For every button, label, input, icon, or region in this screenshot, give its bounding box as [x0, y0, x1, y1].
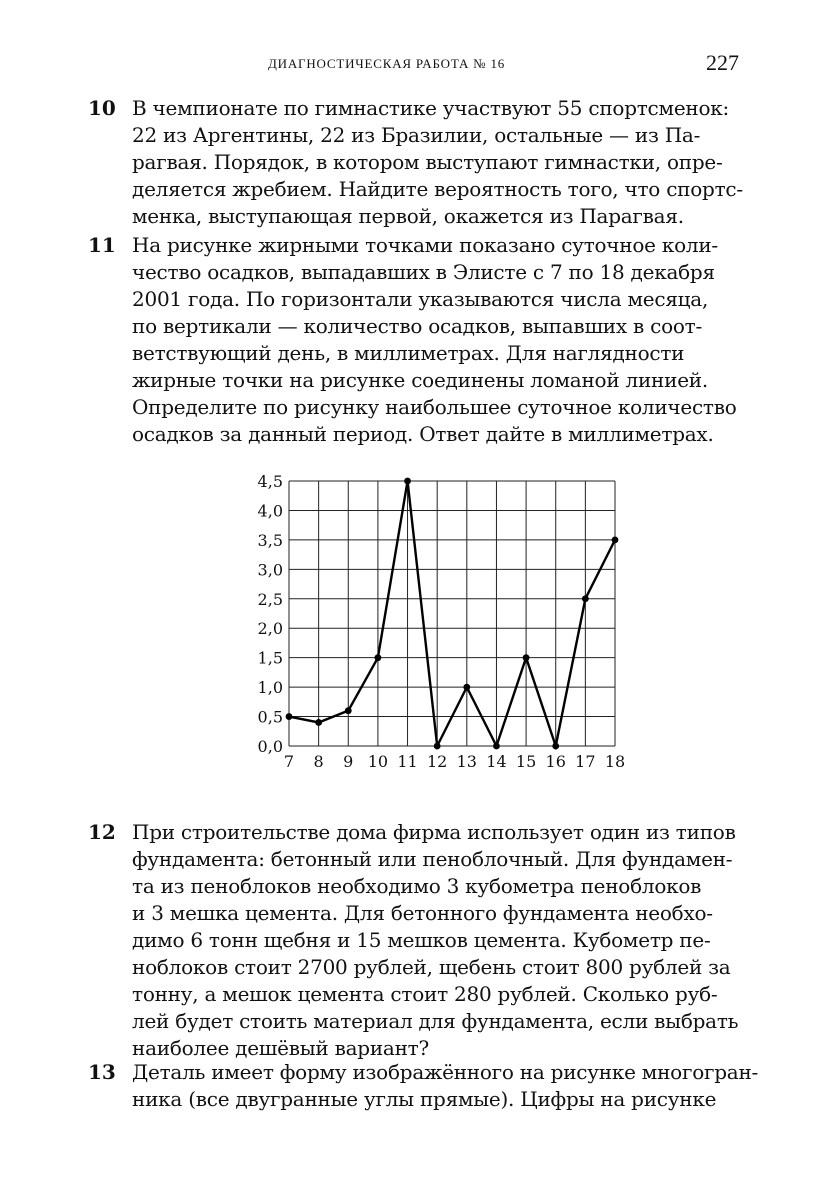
- task-number: 11: [88, 233, 116, 257]
- text-line: наиболее дешёвый вариант?: [132, 1036, 429, 1060]
- y-tick-label: 1,0: [257, 678, 283, 698]
- text-line: лей будет стоить материал для фундамента, если выбрать: [132, 1009, 739, 1033]
- text-line: деляется жребием. Найдите вероятность того, что спортс-: [132, 177, 743, 201]
- text-line: та из пеноблоков необходимо 3 кубометра пеноблоков: [132, 874, 702, 898]
- text-line: На рисунке жирными точками показано суточное коли-: [132, 233, 718, 257]
- running-head: ДИАГНОСТИЧЕСКАЯ РАБОТА № 16: [268, 56, 506, 71]
- task-number: 10: [88, 96, 116, 120]
- data-point: [434, 743, 441, 750]
- text-line: При строительстве дома фирма использует один из типов: [132, 820, 736, 844]
- text-line: чество осадков, выпадавших в Элисте с 7 по 18 декабря: [132, 260, 715, 284]
- x-tick-label: 7: [283, 752, 295, 771]
- y-axis-ticks: [258, 472, 283, 756]
- x-tick-label: 13: [456, 752, 477, 771]
- chart-series-line: [289, 481, 615, 746]
- data-point: [375, 654, 382, 661]
- text-line: тонну, а мешок цемента стоит 280 рублей. Сколько руб-: [132, 982, 718, 1006]
- data-point: [523, 654, 530, 661]
- series-line: [289, 481, 615, 746]
- page-number: 227: [706, 50, 739, 75]
- y-tick-label: 3,5: [257, 530, 283, 550]
- precipitation-chart: [0, 460, 827, 800]
- data-point: [552, 743, 559, 750]
- x-tick-label: 15: [515, 752, 537, 771]
- x-tick-label: 11: [397, 752, 418, 771]
- data-point: [463, 684, 470, 691]
- text-line: ноблоков стоит 2700 рублей, щебень стоит 800 рублей за: [132, 955, 731, 979]
- y-tick-label: 0,0: [257, 737, 283, 756]
- y-tick-label: 4,0: [257, 501, 283, 521]
- chart-grid: [289, 481, 615, 746]
- y-tick-label: 2,0: [257, 619, 283, 639]
- text-line: осадков за данный период. Ответ дайте в миллиметрах.: [132, 422, 714, 446]
- data-point: [404, 478, 411, 485]
- y-tick-label: 1,5: [257, 648, 283, 668]
- text-line: 22 из Аргентины, 22 из Бразилии, остальные — из Па-: [132, 123, 701, 147]
- y-tick-label: 3,0: [257, 560, 283, 580]
- data-point: [286, 713, 293, 720]
- x-tick-label: 8: [313, 752, 324, 771]
- text-line: ника (все двугранные углы прямые). Цифры на рисунке: [132, 1087, 717, 1111]
- chart-points: [286, 478, 619, 750]
- x-tick-label: 14: [486, 752, 507, 771]
- text-line: 2001 года. По горизонтали указываются числа месяца,: [132, 287, 709, 311]
- text-line: Определите по рисунку наибольшее суточное количество: [132, 395, 737, 419]
- y-tick-label: 4,5: [257, 472, 283, 491]
- text-line: жирные точки на рисунке соединены ломаной линией.: [132, 368, 708, 392]
- x-tick-label: 10: [367, 752, 389, 771]
- text-line: менка, выступающая первой, окажется из Парагвая.: [132, 204, 684, 228]
- x-tick-label: 16: [545, 752, 566, 771]
- text-line: рагвая. Порядок, в котором выступают гимнастки, опре-: [132, 150, 723, 174]
- task-number: 13: [88, 1060, 116, 1084]
- x-tick-label: 17: [575, 752, 596, 771]
- x-tick-label: 9: [343, 752, 354, 771]
- data-point: [582, 595, 589, 602]
- task-number: 12: [88, 820, 116, 844]
- x-axis-ticks: [284, 752, 625, 771]
- text-line: по вертикали — количество осадков, выпавших в соот-: [132, 314, 702, 338]
- text-line: димо 6 тонн щебня и 15 мешков цемента. Кубометр пе-: [132, 928, 711, 952]
- text-line: Деталь имеет форму изображённого на рисунке многогран-: [132, 1060, 759, 1084]
- text-line: фундамента: бетонный или пеноблочный. Для фундамен-: [132, 847, 733, 871]
- data-point: [493, 743, 500, 750]
- x-tick-label: 18: [604, 752, 626, 771]
- text-line: и 3 мешка цемента. Для бетонного фундамента необхо-: [132, 901, 713, 925]
- y-tick-label: 0,5: [257, 707, 283, 727]
- text-line: В чемпионате по гимнастике участвуют 55 спортсменок:: [132, 96, 730, 120]
- text-line: ветствующий день, в миллиметрах. Для наглядности: [132, 341, 685, 365]
- y-tick-label: 2,5: [257, 589, 283, 609]
- data-point: [612, 536, 619, 543]
- data-point: [315, 719, 322, 726]
- x-tick-label: 12: [427, 752, 448, 771]
- data-point: [345, 707, 352, 714]
